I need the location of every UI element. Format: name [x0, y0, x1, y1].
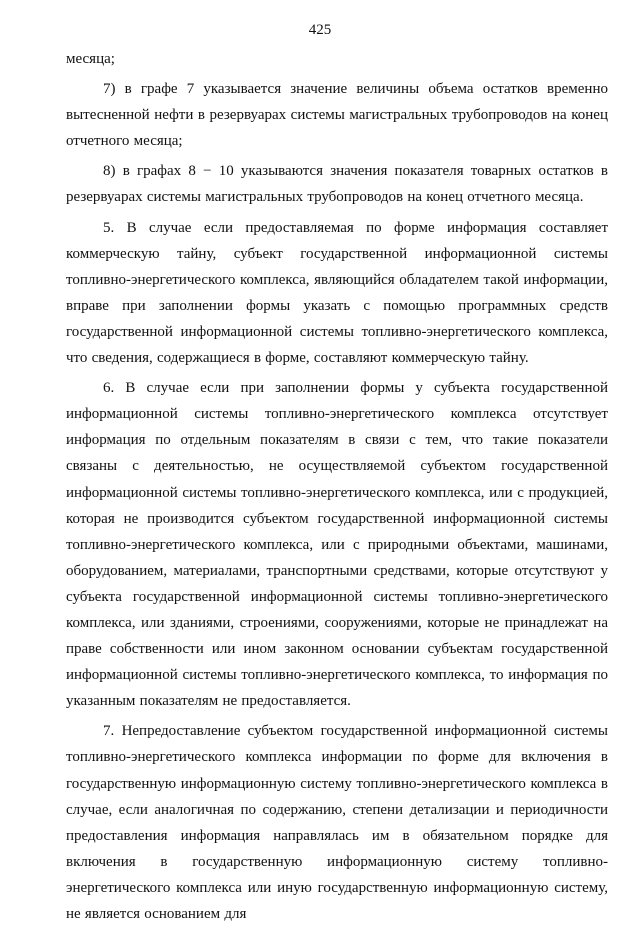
- paragraph-clause-7: 7. Непредоставление субъектом государственной информационной системы топливно-энергетического комплекса информации по форме для включения в государственную информационную систему топливно-энергетического комплекса в случае, если аналогичная по содержанию, степени детализации и периодичности предоставления информация направлялась им в обязательном порядке для включения в государственную информационную систему топливно-энергетического комплекса или иную государственную информационную систему, не является основанием для: [66, 723, 608, 922]
- paragraph-clause-6: 6. В случае если при заполнении формы у субъекта государственной информационной системы топливно-энергетического комплекса отсутствует информация по отдельным показателям в связи с тем, что такие показатели связаны с деятельностью, не осуществляемой субъектом государственной информационной системы топливно-энергетического комплекса, или с продукцией, которая не производится субъектом государственной информационной системы топливно-энергетического комплекса, или с природными объектами, машинами, оборудованием, материалами, транспортными средствами, которые отсутствуют у субъекта государственной информационной системы топливно-энергетического комплекса, или зданиями, строениями, сооружениями, которые не принадлежат на праве собственности или ином законном основании субъектам государственной информационной системы топливно-энергетического комплекса, то информация по указанным показателям не предоставляется.: [66, 380, 608, 710]
- paragraph-clause-5: 5. В случае если предоставляемая по форме информация составляет коммерческую тайну, субъект государственной информационной системы топливно-энергетического комплекса, являющийся обладателем такой информации, вправе при заполнении формы указать с помощью программных средств государственной информационной системы топливно-энергетического комплекса, что сведения, содержащиеся в форме, составляют коммерческую тайну.: [66, 219, 608, 367]
- document-body: [66, 46, 608, 927]
- paragraph-item-7: 7) в графе 7 указывается значение величины объема остатков временно вытесненной нефти в резервуарах системы магистральных трубопроводов на конец отчетного месяца;: [66, 81, 608, 150]
- page-number: 425: [308, 22, 332, 38]
- paragraph-item-8: 8) в графах 8 − 10 указываются значения показателя товарных остатков в резервуарах системы магистральных трубопроводов на конец отчетного месяца.: [66, 163, 608, 206]
- paragraph-continuation: месяца;: [66, 51, 115, 67]
